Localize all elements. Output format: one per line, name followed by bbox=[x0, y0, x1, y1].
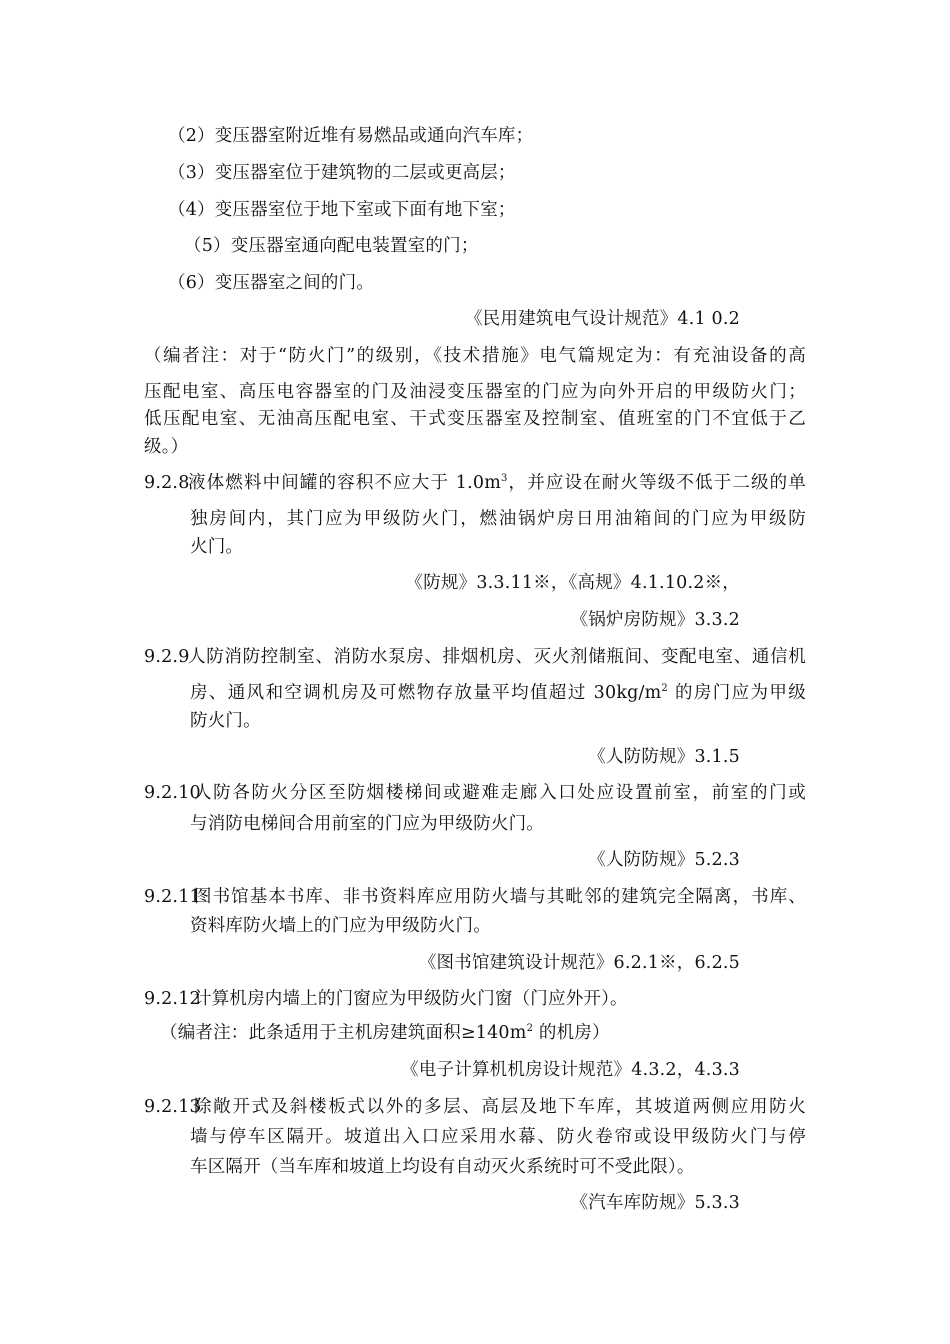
clause-number: 9.2.9 bbox=[144, 647, 190, 667]
clause-text: 人防各防火分区至防烟楼梯间或避难走廊入口处应设置前室，前室的门或 bbox=[194, 783, 806, 803]
clause-number: 9.2.8 bbox=[144, 473, 190, 493]
list-item: （5）变压器室通向配电装置室的门； bbox=[184, 236, 479, 256]
editor-note-line: （编者注：对于“防火门”的级别，《技术措施》电气篇规定为：有充油设备的高 bbox=[144, 346, 806, 366]
clause-text: 房、通风和空调机房及可燃物存放量平均值超过 $30kg/m^2$ 的房门应为甲级 bbox=[190, 683, 806, 703]
editor-note-line: （编者注：此条适用于主机房建筑面积$\ge 140m^2$ 的机房） bbox=[160, 1023, 610, 1043]
clause-number: 9.2.13 bbox=[144, 1097, 201, 1117]
editor-note-line: 压配电室、高压电容器室的门及油浸变压器室的门应为向外开启的甲级防火门； bbox=[144, 382, 806, 402]
clause-text: 与消防电梯间合用前室的门应为甲级防火门。 bbox=[190, 814, 544, 834]
reference-citation: 《人防防规》5.2.3 bbox=[588, 850, 740, 870]
clause-text: 资料库防火墙上的门应为甲级防火门。 bbox=[190, 916, 491, 936]
list-item: （4）变压器室位于地下室或下面有地下室； bbox=[168, 200, 516, 220]
list-item: （6）变压器室之间的门。 bbox=[168, 273, 375, 293]
clause-text: 车区隔开（当车库和坡道上均设有自动灭火系统时可不受此限）。 bbox=[190, 1157, 695, 1177]
list-item: （3）变压器室位于建筑物的二层或更高层； bbox=[168, 163, 516, 183]
reference-citation: 《图书馆建筑设计规范》6.2.1※，6.2.5 bbox=[418, 953, 740, 973]
clause-text: 独房间内，其门应为甲级防火门，燃油锅炉房日用油箱间的门应为甲级防 bbox=[190, 509, 806, 529]
reference-citation: 《防规》3.3.11※，《高规》4.1.10.2※， bbox=[405, 573, 740, 593]
clause-text: 液体燃料中间罐的容积不应大于 $1.0m^3$，并应设在耐火等级不低于二级的单 bbox=[188, 473, 806, 493]
reference-citation: 《人防防规》3.1.5 bbox=[588, 747, 740, 767]
list-item: （2）变压器室附近堆有易燃品或通向汽车库； bbox=[168, 126, 534, 146]
clause-number: 9.2.11 bbox=[144, 887, 201, 907]
reference-citation: 《电子计算机机房设计规范》4.3.2，4.3.3 bbox=[401, 1060, 740, 1080]
editor-note-line: 级。） bbox=[144, 437, 189, 457]
clause-text: 人防消防控制室、消防水泵房、排烟机房、灭火剂储瓶间、变配电室、通信机 bbox=[188, 647, 806, 667]
clause-text: 图书馆基本书库、非书资料库应用防火墙与其毗邻的建筑完全隔离，书库、 bbox=[194, 887, 806, 907]
clause-text: 计算机房内墙上的门窗应为甲级防火门窗（门应外开）。 bbox=[194, 989, 628, 1009]
reference-citation: 《民用建筑电气设计规范》4.1 0.2 bbox=[464, 309, 740, 329]
clause-text: 防火门。 bbox=[190, 711, 261, 731]
clause-number: 9.2.12 bbox=[144, 989, 201, 1009]
reference-citation: 《锅炉房防规》3.3.2 bbox=[570, 610, 740, 630]
editor-note-line: 低压配电室、无油高压配电室、干式变压器室及控制室、值班室的门不宜低于乙 bbox=[144, 409, 806, 429]
clause-text: 火门。 bbox=[190, 537, 244, 557]
clause-number: 9.2.10 bbox=[144, 783, 201, 803]
clause-text: 除敞开式及斜楼板式以外的多层、高层及地下车库，其坡道两侧应用防火 bbox=[194, 1097, 806, 1117]
reference-citation: 《汽车库防规》5.3.3 bbox=[570, 1193, 740, 1213]
clause-text: 墙与停车区隔开。坡道出入口应采用水幕、防火卷帘或设甲级防火门与停 bbox=[190, 1127, 806, 1147]
